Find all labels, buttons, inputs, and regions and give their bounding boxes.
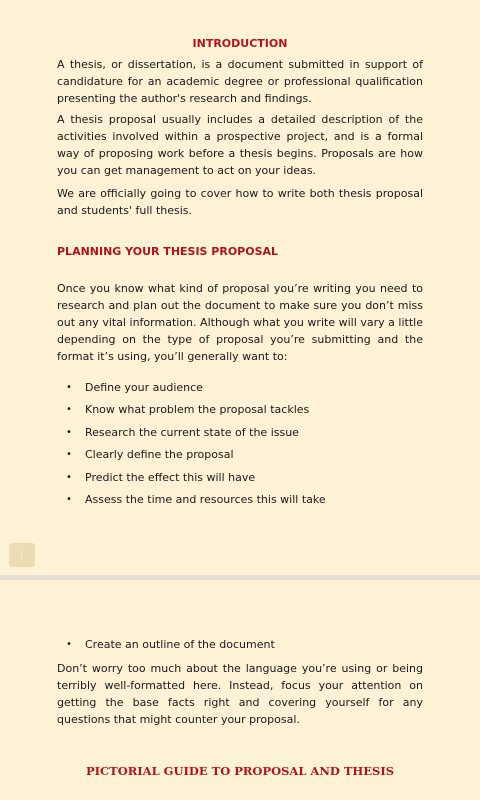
bullet-icon: • <box>66 449 72 461</box>
list-item-text: Know what problem the proposal tackles <box>85 403 310 417</box>
document-page-2 <box>0 580 480 800</box>
planning-heading: PLANNING YOUR THESIS PROPOSAL <box>57 245 279 258</box>
page-navigation-handle[interactable] <box>9 543 35 567</box>
bullet-list <box>66 379 326 513</box>
cursor-mark-icon <box>21 551 22 560</box>
list-item <box>66 469 326 491</box>
list-item-text: Create an outline of the document <box>85 638 275 651</box>
language-paragraph: Don’t worry too much about the language you’re using or being terribly well-formatted here. Instead, focus your attention on getting the base facts right and covering yourself for any questions that might counter your proposal. <box>57 662 423 726</box>
bullet-icon: • <box>66 493 72 505</box>
list-item-text: Assess the time and resources this will take <box>85 492 326 506</box>
list-item <box>66 379 326 401</box>
intro-paragraph-2: A thesis proposal usually includes a detailed description of the activities involved within a prospective project, and is a formal way of proposing work before a thesis begins. Proposals are how you can get management to act on your ideas. <box>57 113 423 177</box>
bullet-icon: • <box>66 639 72 650</box>
list-item-text: Define your audience <box>85 381 203 394</box>
intro-paragraph-3: We are officially going to cover how to write both thesis proposal and students' full thesis. <box>57 187 423 217</box>
bullet-icon: • <box>66 382 72 393</box>
bullet-icon: • <box>66 404 72 416</box>
list-item <box>66 491 326 513</box>
bullet-icon: • <box>66 426 72 438</box>
list-item <box>66 446 326 468</box>
list-item <box>66 401 326 423</box>
footer-title: PICTORIAL GUIDE TO PROPOSAL AND THESIS <box>85 764 395 778</box>
list-item-text: Predict the effect this will have <box>85 470 256 484</box>
planning-paragraph: Once you know what kind of proposal you’re writing you need to research and plan out the document to make sure you don’t miss out any vital information. Although what you write will vary a little depending on the type of proposal you’re submitting and the format it’s using, you’ll generally want to: <box>57 282 423 363</box>
list-item <box>66 636 275 658</box>
bullet-icon: • <box>66 471 72 483</box>
intro-paragraph-1: A thesis, or dissertation, is a document submitted in support of candidature for an academic degree or professional qualification presenting the author's research and findings. <box>57 58 423 105</box>
introduction-heading: INTRODUCTION <box>192 37 288 50</box>
list-item-text: Clearly define the proposal <box>85 448 234 462</box>
bullet-list <box>66 636 275 658</box>
list-item-text: Research the current state of the issue <box>85 425 299 439</box>
list-item <box>66 424 326 446</box>
